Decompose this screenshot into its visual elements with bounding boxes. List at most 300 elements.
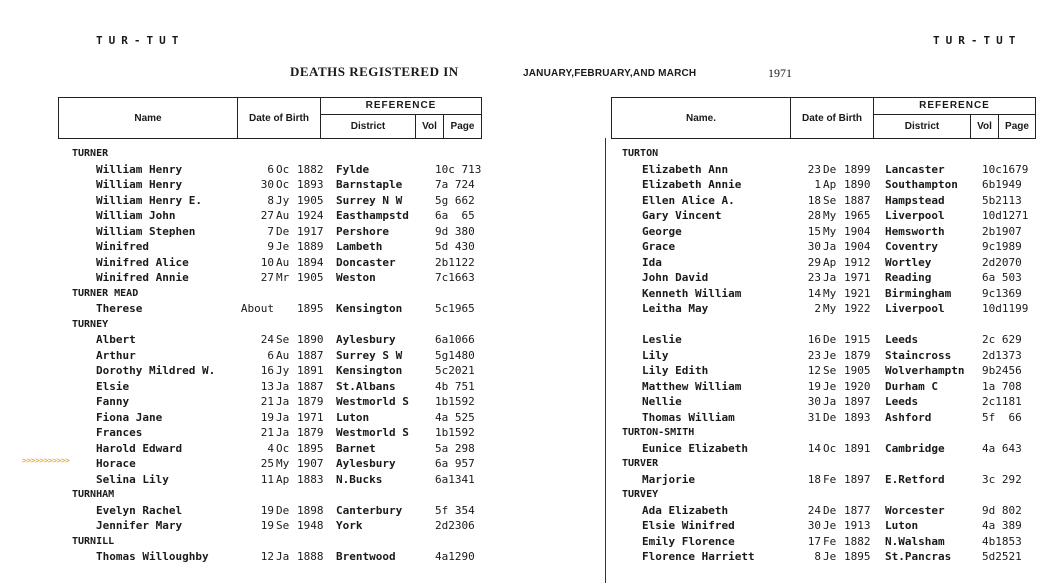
birth-day-text: 23 [807, 348, 821, 362]
birth-month-text: Se [276, 519, 290, 532]
birth-day-text: 9 [267, 240, 274, 253]
birth-month-text: Se [276, 333, 290, 346]
birth-day-text: 19 [260, 410, 274, 424]
district-text: Fylde [336, 162, 370, 176]
birth-month-text: Jy [276, 364, 290, 377]
birth-month-text: Ap [823, 255, 837, 269]
index-entry-row [622, 301, 1042, 317]
birth-year-text: 1913 [844, 519, 871, 532]
birth-day-text: 28 [807, 209, 821, 222]
birth-year-text: 1924 [297, 209, 324, 222]
left-table-header [58, 97, 482, 139]
surname-heading [72, 317, 492, 333]
index-entry-row [72, 348, 492, 364]
index-entry-row [622, 193, 1042, 209]
district-text: Wortley [885, 255, 932, 269]
district-text: E.Retford [885, 472, 945, 486]
birth-month-text: Oc [276, 178, 290, 191]
reference-text: 1b1592 [435, 395, 475, 408]
birth-month-text: Ja [276, 379, 290, 393]
birth-day-text: 29 [807, 255, 821, 269]
forename-text: Selina Lily [96, 472, 169, 486]
surname-heading [622, 146, 1042, 162]
blank-row [622, 317, 1042, 333]
district-text: Ashford [885, 410, 932, 424]
birth-day-text: 8 [267, 193, 274, 207]
birth-year-text: 1879 [297, 426, 324, 439]
surname-text: TURNEY [72, 318, 109, 330]
birth-year-text: 1895 [297, 441, 324, 455]
index-entry-row [622, 286, 1042, 302]
reference-text: 9c1369 [982, 286, 1022, 300]
birth-day-text: 15 [807, 224, 821, 238]
birth-year-text: 1899 [844, 162, 871, 176]
birth-day-text: 17 [807, 534, 821, 548]
district-text: Leeds [885, 333, 919, 346]
forename-text: Fiona Jane [96, 410, 163, 424]
index-entry-row [622, 394, 1042, 410]
forename-text: William Stephen [96, 224, 196, 238]
birth-day-text: 14 [807, 441, 821, 455]
reference-text: 5c1965 [435, 302, 475, 315]
reference-text: 2d1373 [982, 348, 1022, 362]
birth-day-text: 21 [260, 395, 274, 408]
birth-year-text: 1877 [844, 503, 871, 517]
vol-column-header-right: Vol [971, 115, 999, 138]
index-entry-row [72, 394, 492, 410]
index-entry-row [622, 239, 1042, 255]
forename-text: Frances [96, 426, 143, 439]
birth-day-text: 19 [260, 519, 274, 532]
district-text: Weston [336, 271, 376, 284]
index-entry-row [622, 348, 1042, 364]
birth-month-text: Ap [276, 472, 290, 486]
birth-year-text: 1898 [297, 503, 324, 517]
surname-heading [622, 425, 1042, 441]
index-entry-row [72, 239, 492, 255]
reference-text: 5c2021 [435, 364, 475, 377]
right-table-header [611, 97, 1036, 139]
forename-text: John David [642, 271, 709, 284]
page-column-header: Page [450, 121, 475, 132]
district-text: Staincross [885, 348, 952, 362]
birth-month-text: Oc [276, 441, 290, 455]
birth-day-text: 18 [807, 472, 821, 486]
district-text: St.Pancras [885, 550, 952, 563]
forename-text: Lily [642, 348, 669, 362]
reference-group-header: REFERENCE [321, 98, 481, 115]
birth-year-text: 1891 [297, 364, 324, 377]
forename-text: Thomas Willoughby [96, 550, 209, 563]
district-text: Kensington [336, 302, 403, 315]
right-table-left-rule [605, 138, 606, 583]
district-text: Canterbury [336, 503, 403, 517]
birth-year-text: 1907 [297, 457, 324, 470]
forename-text: Ada Elizabeth [642, 503, 729, 517]
birth-day-text: 24 [260, 333, 274, 346]
page-title: DEATHS REGISTERED IN [290, 64, 459, 79]
birth-year-text: 1888 [297, 550, 324, 563]
reference-text: 4a 389 [982, 519, 1022, 532]
reference-text: 4a 525 [435, 410, 475, 424]
birth-year-text: 1905 [844, 364, 871, 377]
birth-year-text: 1948 [297, 519, 324, 532]
forename-text: Marjorie [642, 472, 695, 486]
index-entry-row [622, 177, 1042, 193]
birth-day-text: 12 [260, 550, 274, 563]
forename-text: Emily Florence [642, 534, 735, 548]
district-column-header-right: District [874, 115, 971, 138]
birth-day-text: 25 [260, 457, 274, 470]
reference-text: 2d2070 [982, 255, 1022, 269]
reference-text: 5f 354 [435, 503, 475, 517]
reference-text: 5d 430 [435, 240, 475, 253]
district-text: N.Bucks [336, 472, 383, 486]
forename-text: Elsie [96, 379, 130, 393]
reference-text: 1b1592 [435, 426, 475, 439]
birth-month-text: Ja [823, 240, 837, 253]
district-text: Westmorld S [336, 426, 409, 439]
index-entry-row [72, 301, 492, 317]
district-text: Worcester [885, 503, 945, 517]
dob-column-header: Date of Birth [238, 98, 321, 138]
reference-text: 6b1949 [982, 178, 1022, 191]
birth-month-text: Fe [823, 472, 837, 486]
birth-year-text: 1883 [297, 472, 324, 486]
birth-month-text: Ja [823, 271, 837, 284]
birth-day-text: 6 [267, 162, 274, 176]
index-entry-row [72, 255, 492, 271]
district-text: Surrey S W [336, 348, 403, 362]
district-text: Hampstead [885, 193, 945, 207]
forename-text: Leitha May [642, 302, 709, 315]
birth-month-text: Je [823, 348, 837, 362]
birth-year-text: 1889 [297, 240, 324, 253]
index-entry-row [72, 441, 492, 457]
birth-month-text: Au [276, 255, 290, 269]
birth-month-text: De [823, 410, 837, 424]
forename-text: George [642, 224, 682, 238]
index-entry-row [72, 472, 492, 488]
reference-text: 5g1480 [435, 348, 475, 362]
birth-year-text: 1894 [297, 255, 324, 269]
row-marker-arrows: >>>>>>>>>>> [22, 456, 70, 465]
birth-year-text: 1921 [844, 286, 871, 300]
name-column-header-right: Name. [612, 98, 791, 138]
district-column-header: District [321, 115, 416, 138]
index-entry-row [622, 518, 1042, 534]
district-text: Aylesbury [336, 333, 396, 346]
district-text: Coventry [885, 240, 938, 253]
surname-text: TURVEY [622, 489, 659, 500]
forename-text: Therese [96, 302, 143, 315]
surname-heading [72, 286, 492, 302]
forename-text: Grace [642, 240, 676, 253]
district-text: St.Albans [336, 379, 396, 393]
district-text: Surrey N W [336, 193, 403, 207]
birth-day-text: 14 [807, 286, 821, 300]
dob-column-header-right: Date of Birth [791, 98, 874, 138]
index-entry-row [622, 472, 1042, 488]
birth-month-text: My [823, 302, 837, 315]
district-text: Cambridge [885, 441, 945, 455]
forename-text: Arthur [96, 348, 136, 362]
index-entry-row [72, 332, 492, 348]
forename-text: William Henry [96, 178, 183, 191]
birth-year-text: 1882 [844, 534, 871, 548]
birth-month-text: Oc [276, 162, 290, 176]
period-months: JANUARY,FEBRUARY,AND MARCH [523, 68, 697, 79]
birth-year-text: 1917 [297, 224, 324, 238]
forename-text: Kenneth William [642, 286, 742, 300]
index-entry-row [622, 534, 1042, 550]
birth-month-text: De [823, 162, 837, 176]
index-entry-row [72, 208, 492, 224]
index-entry-row [622, 162, 1042, 178]
birth-month-text: My [823, 224, 837, 238]
reference-text: 4b 751 [435, 379, 475, 393]
district-text: Aylesbury [336, 457, 396, 470]
birth-month-text: Ja [276, 550, 290, 563]
forename-text: Gary Vincent [642, 209, 722, 222]
reference-text: 2c1181 [982, 395, 1022, 408]
index-entry-row [622, 549, 1042, 565]
birth-month-text: Je [823, 379, 837, 393]
birth-year-text: 1887 [297, 348, 324, 362]
reference-text: 10c 713 [435, 162, 482, 176]
index-range-right: TUR-TUT [933, 34, 1022, 47]
birth-month-text: Je [823, 550, 837, 563]
reference-text: 6a1066 [435, 333, 475, 346]
reference-text: 9d 380 [435, 224, 475, 238]
birth-month-text: Jy [276, 193, 290, 207]
birth-month-text: Au [276, 348, 290, 362]
surname-heading [72, 487, 492, 503]
birth-year-text: 1904 [844, 224, 871, 238]
birth-year-text: 1895 [844, 550, 871, 563]
page-column-header-right: Page [1005, 121, 1029, 132]
birth-day-text: 30 [807, 519, 821, 532]
forename-text: Harold Edward [96, 441, 183, 455]
birth-month-text: De [823, 333, 837, 346]
birth-year-text: 1905 [297, 193, 324, 207]
birth-year-text: 1922 [844, 302, 871, 315]
birth-day-text: 7 [267, 224, 274, 238]
surname-text: TURNER MEAD [72, 287, 139, 299]
birth-month-text: Ja [823, 395, 837, 408]
birth-year-text: 1879 [844, 348, 871, 362]
birth-year-text: 1904 [844, 240, 871, 253]
birth-year-text: 1912 [844, 255, 871, 269]
reference-text: 7a 724 [435, 178, 475, 191]
birth-year-text: 1915 [844, 333, 871, 346]
birth-day-text: 30 [807, 395, 821, 408]
birth-day-text: 6 [267, 348, 274, 362]
district-text: Hemsworth [885, 224, 945, 238]
birth-month-text: Ja [276, 395, 290, 408]
birth-month-text: Oc [823, 441, 837, 455]
forename-text: Thomas William [642, 410, 735, 424]
district-text: Doncaster [336, 255, 396, 269]
index-entry-row [622, 379, 1042, 395]
birth-day-text: 16 [807, 333, 821, 346]
forename-text: Fanny [96, 395, 130, 408]
forename-text: Elizabeth Ann [642, 162, 729, 176]
index-entry-row [72, 425, 492, 441]
index-entry-row [72, 224, 492, 240]
reference-text: 10c1679 [982, 162, 1029, 176]
forename-text: Leslie [642, 333, 682, 346]
district-text: York [336, 519, 363, 532]
index-entry-row [622, 410, 1042, 426]
district-text: Brentwood [336, 550, 396, 563]
birth-day-text: 11 [260, 472, 274, 486]
forename-text: Ida [642, 255, 662, 269]
birth-month-text: Ja [276, 426, 290, 439]
reference-text: 6a 65 [435, 209, 475, 222]
index-entry-row [622, 441, 1042, 457]
reference-text: 2c 629 [982, 333, 1022, 346]
birth-month-text: Ap [823, 178, 837, 191]
index-range-left: TUR-TUT [96, 34, 185, 47]
district-text: Pershore [336, 224, 389, 238]
forename-text: Albert [96, 333, 136, 346]
forename-text: William Henry E. [96, 193, 202, 207]
forename-text: Florence Harriett [642, 550, 755, 563]
forename-text: Nellie [642, 395, 682, 408]
birth-day-text: 18 [807, 193, 821, 207]
birth-day-text: 31 [807, 410, 821, 424]
reference-text: 5a 298 [435, 441, 475, 455]
reference-text: 6a 957 [435, 457, 475, 470]
birth-month-text: Se [823, 364, 837, 377]
district-text: Luton [336, 410, 370, 424]
district-text: Lancaster [885, 162, 945, 176]
index-entry-row [72, 162, 492, 178]
district-text: Southampton [885, 178, 958, 191]
forename-text: Horace [96, 457, 136, 470]
reference-text: 5g 662 [435, 193, 475, 207]
birth-day-text: 30 [260, 178, 274, 191]
index-entry-row [72, 456, 492, 472]
reference-text: 7c1663 [435, 271, 475, 284]
district-text: Luton [885, 519, 919, 532]
district-text: Barnet [336, 441, 376, 455]
birth-day-text: 19 [260, 503, 274, 517]
birth-month-text: Ja [276, 410, 290, 424]
reference-text: 4a1290 [435, 550, 475, 563]
surname-text: TURVER [622, 458, 659, 469]
reference-text: 4a 643 [982, 441, 1022, 455]
surname-text: TURTON [622, 148, 659, 159]
birth-year-text: 1890 [844, 178, 871, 191]
birth-year-text: 1905 [297, 271, 324, 284]
birth-year-text: 1920 [844, 379, 871, 393]
reference-text: 2b1907 [982, 224, 1022, 238]
district-text: Birmingham [885, 286, 952, 300]
forename-text: Eunice Elizabeth [642, 441, 748, 455]
index-entry-row [72, 379, 492, 395]
birth-month-text: Se [823, 193, 837, 207]
district-text: Leeds [885, 395, 919, 408]
birth-month-text: Mr [276, 271, 290, 284]
forename-text: William John [96, 209, 176, 222]
period-year: 1971 [768, 66, 792, 80]
reference-text: 9d 802 [982, 503, 1022, 517]
birth-year-text: 1890 [297, 333, 324, 346]
forename-text: Evelyn Rachel [96, 503, 183, 517]
birth-year-text: 1971 [297, 410, 324, 424]
index-entry-row [622, 255, 1042, 271]
surname-heading [622, 456, 1042, 472]
forename-text: Lily Edith [642, 364, 709, 377]
vol-column-header: Vol [416, 115, 444, 138]
reference-text: 3c 292 [982, 472, 1022, 486]
surname-text: TURTON-SMITH [622, 427, 695, 438]
birth-day-text: 19 [807, 379, 821, 393]
birth-month-text: My [823, 209, 837, 222]
district-text: Wolverhamptn [885, 364, 965, 377]
birth-month-text: Fe [823, 534, 837, 548]
birth-month-text: Au [276, 209, 290, 222]
birth-year-text: 1893 [297, 178, 324, 191]
index-entry-row [622, 224, 1042, 240]
birth-day-text: 8 [814, 550, 821, 563]
birth-year-text: 1879 [297, 395, 324, 408]
reference-group-header-right: REFERENCE [874, 98, 1035, 115]
reference-text: 2d2306 [435, 519, 475, 532]
district-text: Westmorld S [336, 395, 409, 408]
forename-text: Dorothy Mildred W. [96, 364, 216, 377]
district-text: Liverpool [885, 209, 945, 222]
reference-text: 5f 66 [982, 410, 1022, 424]
birth-day-text: 24 [807, 503, 821, 517]
reference-text: 9c1989 [982, 240, 1022, 253]
index-entry-row [622, 270, 1042, 286]
birth-day-text: 2 [814, 302, 821, 315]
index-entry-row [72, 549, 492, 565]
district-text: Easthampstd [336, 209, 409, 222]
birth-day-text: 16 [260, 364, 274, 377]
index-entry-row [72, 410, 492, 426]
index-entry-row [622, 363, 1042, 379]
birth-month-text: My [823, 286, 837, 300]
birth-year-text: 1897 [844, 472, 871, 486]
birth-month-text: De [276, 224, 290, 238]
index-entry-row [72, 363, 492, 379]
birth-day-text: 27 [260, 209, 274, 222]
birth-day-text: About [240, 302, 274, 315]
birth-day-text: 23 [807, 271, 821, 284]
reference-text: 6a1341 [435, 472, 475, 486]
birth-month-text: Je [823, 519, 837, 532]
birth-month-text: Je [276, 240, 290, 253]
name-column-header: Name [59, 98, 238, 138]
birth-day-text: 21 [260, 426, 274, 439]
left-index-column [72, 146, 492, 565]
index-entry-row [72, 518, 492, 534]
district-text: Barnstaple [336, 178, 403, 191]
reference-text: 5b2113 [982, 193, 1022, 207]
surname-text: TURNHAM [72, 489, 115, 500]
district-text: Reading [885, 271, 932, 284]
forename-text: Elizabeth Annie [642, 178, 742, 191]
birth-day-text: 4 [267, 441, 274, 455]
birth-year-text: 1965 [844, 209, 871, 222]
birth-year-text: 1893 [844, 410, 871, 424]
district-text: Lambeth [336, 240, 383, 253]
surname-text: TURNILL [72, 535, 115, 547]
